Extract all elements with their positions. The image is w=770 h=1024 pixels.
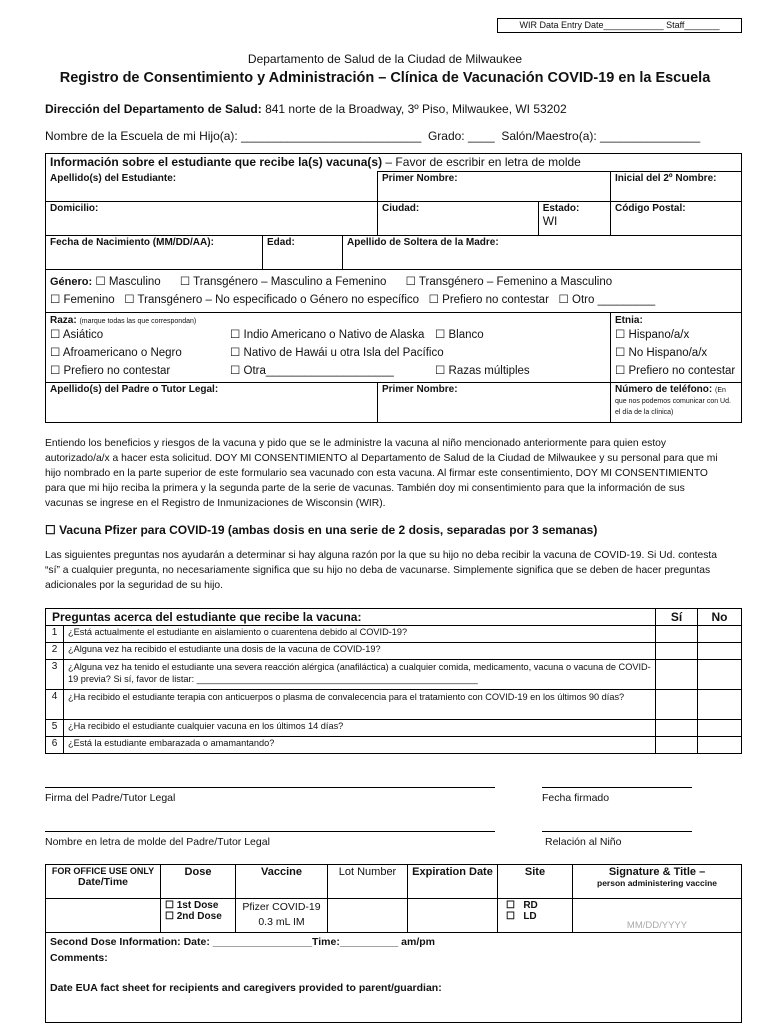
questions-title: Preguntas acerca del estudiante que recibe la vacuna: bbox=[46, 609, 656, 626]
gender-option[interactable]: ☐ Transgénero – No especificado o Género no específico bbox=[124, 294, 420, 306]
question-text: ¿Ha recibido el estudiante terapia con anticuerpos o plasma de convalecencia para el tratamiento con COVID-19 en los últimos 90 días? bbox=[64, 690, 656, 720]
yes-cell[interactable] bbox=[656, 626, 698, 643]
consent-paragraph: Entiendo los beneficios y riesgos de la vacuna y pido que se le administre la vacuna al niño mencionado anteriormente para quien estoy autorizado/a/x a hacer esta solicitud. DOY MI CONSENTIMIENTO al Departamento de Salud de la Ciudad de Milwaukee y su personal para que mi hijo nombrado en la parte superior de este formulario sea vacunado con esta vacuna. Al firmar este consentimiento, DOY MI CONSENTIMIENTO para que mi hijo reciba la primera y la segunda parte de la serie de vacunas. También doy mi consentimiento para que la información de sus vacunas se ingrese en el Registro de Inmunizaciones de Wisconsin (WIR). bbox=[45, 438, 718, 509]
race-col-3 bbox=[435, 326, 550, 380]
yes-cell[interactable] bbox=[656, 660, 698, 690]
gender-option[interactable]: ☐ Masculino bbox=[95, 276, 161, 288]
department-address bbox=[45, 102, 567, 116]
question-text: ¿Está la estudiante embarazada o amamantando? bbox=[64, 737, 656, 754]
question-number: 3 bbox=[46, 660, 64, 690]
race-col-2 bbox=[230, 326, 444, 380]
office-use-table bbox=[45, 864, 742, 1023]
student-age-field[interactable]: Edad: bbox=[263, 236, 343, 270]
relation-line[interactable] bbox=[542, 831, 692, 832]
no-cell[interactable] bbox=[698, 643, 742, 660]
gender-row-1 bbox=[50, 273, 737, 291]
questions-intro: Las siguientes preguntas nos ayudarán a determinar si hay alguna razón por la que su hijo no deba recibir la vacuna de COVID-19. Si Ud. contesta “sí” a cualquier pregunta, no necesariamente significa que su hijo no deba de vacunarse. Simplemente significa que se deben de hacer preguntas adicionales por la seguridad de su hijo. bbox=[45, 550, 717, 591]
race-section bbox=[46, 313, 611, 383]
phone-field[interactable] bbox=[611, 383, 742, 423]
comments-label[interactable]: Comments: bbox=[50, 952, 108, 964]
student-middle-initial-field[interactable]: Inicial del 2º Nombre: bbox=[611, 172, 742, 202]
parent-signature-label: Firma del Padre/Tutor Legal bbox=[45, 792, 176, 804]
gender-option[interactable]: ☐ Transgénero – Masculino a Femenino bbox=[179, 276, 387, 288]
race-option[interactable]: ☐ Indio Americano o Nativo de Alaska bbox=[230, 329, 425, 341]
question-text: ¿Está actualmente el estudiante en aislamiento o cuarentena debido al COVID-19? bbox=[64, 626, 656, 643]
date-time-label: Date/Time bbox=[78, 876, 128, 888]
date-signed-label: Fecha firmado bbox=[542, 792, 610, 804]
mother-maiden-name-field[interactable]: Apellido de Soltera de la Madre: bbox=[343, 236, 742, 270]
ethnicity-label: Etnia: bbox=[615, 315, 643, 326]
phone-note: (En que nos podemos comunicar con Ud. el día de la clínica) bbox=[615, 387, 731, 416]
vaccine-cell bbox=[236, 899, 328, 933]
site-header: Site bbox=[498, 865, 573, 899]
race-label: Raza: bbox=[50, 315, 77, 326]
student-section-header bbox=[46, 154, 742, 172]
dose-2-checkbox[interactable]: ☐ 2nd Dose bbox=[165, 911, 222, 922]
race-option[interactable]: ☐ Prefiero no contestar bbox=[50, 365, 171, 377]
question-row bbox=[46, 720, 742, 737]
office-use-label: FOR OFFICE USE ONLY bbox=[51, 866, 155, 876]
expiration-cell[interactable] bbox=[408, 899, 498, 933]
dose-header: Dose bbox=[161, 865, 236, 899]
student-section-title: Información sobre el estudiante que recibe la(s) vacuna(s) bbox=[50, 155, 383, 169]
student-dob-field[interactable]: Fecha de Nacimiento (MM/DD/AA): bbox=[46, 236, 263, 270]
signature-title-header bbox=[573, 865, 742, 899]
office-date-time-cell[interactable] bbox=[46, 899, 161, 933]
yes-cell[interactable] bbox=[656, 643, 698, 660]
office-notes-cell bbox=[46, 933, 742, 1023]
race-note: (marque todas las que correspondan) bbox=[79, 318, 197, 325]
ethnicity-option[interactable]: ☐ No Hispano/a/x bbox=[615, 347, 708, 359]
student-last-name-field[interactable]: Apellido(s) del Estudiante: bbox=[46, 172, 378, 202]
student-section-note: – Favor de escribir en letra de molde bbox=[382, 155, 581, 169]
date-signed-line[interactable] bbox=[542, 787, 692, 788]
question-row bbox=[46, 626, 742, 643]
vaccine-dose: 0.3 mL IM bbox=[258, 916, 305, 928]
parent-last-name-field[interactable]: Apellido(s) del Padre o Tutor Legal: bbox=[46, 383, 378, 423]
no-cell[interactable] bbox=[698, 626, 742, 643]
relation-label: Relación al Niño bbox=[545, 836, 622, 848]
address-value: 841 norte de la Broadway, 3º Piso, Milwaukee, WI 53202 bbox=[265, 102, 567, 116]
state-value: WI bbox=[542, 214, 558, 228]
yes-header: Sí bbox=[656, 609, 698, 626]
eua-fact-sheet-line[interactable]: Date EUA fact sheet for recipients and caregivers provided to parent/guardian: bbox=[50, 982, 442, 994]
lot-header: Lot Number bbox=[328, 865, 408, 899]
question-row bbox=[46, 690, 742, 720]
parent-name-line[interactable] bbox=[45, 831, 495, 832]
race-option[interactable]: ☐ Asiático bbox=[50, 329, 104, 341]
parent-signature-line[interactable] bbox=[45, 787, 495, 788]
gender-option[interactable]: ☐ Prefiero no contestar bbox=[428, 294, 549, 306]
second-dose-info[interactable]: Second Dose Information: Date: _________________Time:__________ am/pm bbox=[50, 936, 436, 948]
dose-1-checkbox[interactable]: ☐ 1st Dose bbox=[165, 900, 219, 911]
question-number: 6 bbox=[46, 737, 64, 754]
pfizer-option-label: Vacuna Pfizer para COVID-19 (ambas dosis en una serie de 2 dosis, separadas por 3 semanas) bbox=[59, 523, 598, 537]
student-zip-field[interactable]: Código Postal: bbox=[611, 202, 742, 236]
phone-label: Número de teléfono: bbox=[615, 384, 713, 395]
gender-label: Género: bbox=[50, 276, 93, 288]
race-option[interactable]: ☐ Otra____________________ bbox=[230, 365, 394, 377]
dose-cell bbox=[161, 899, 236, 933]
department-name: Departamento de Salud de la Ciudad de Milwaukee bbox=[247, 52, 523, 66]
parent-first-name-field[interactable]: Primer Nombre: bbox=[378, 383, 611, 423]
question-number: 5 bbox=[46, 720, 64, 737]
site-rd-checkbox[interactable]: ☐ RD bbox=[506, 900, 538, 911]
form-title: Registro de Consentimiento y Administración – Clínica de Vacunación COVID-19 en la Escuela bbox=[59, 70, 711, 86]
question-row bbox=[46, 660, 742, 690]
ethnicity-option[interactable]: ☐ Hispano/a/x bbox=[615, 329, 690, 341]
race-col-1 bbox=[50, 326, 230, 380]
questions-table bbox=[45, 608, 742, 754]
no-cell[interactable] bbox=[698, 720, 742, 737]
lot-cell[interactable] bbox=[328, 899, 408, 933]
race-option[interactable]: ☐ Razas múltiples bbox=[435, 365, 530, 377]
question-text: ¿Alguna vez ha recibido el estudiante una dosis de la vacuna de COVID-19? bbox=[64, 643, 656, 660]
race-option[interactable]: ☐ Afroamericano o Negro bbox=[50, 347, 182, 359]
signature-title-label: Signature & Title – bbox=[608, 866, 706, 878]
gender-section bbox=[46, 270, 742, 313]
student-state-field[interactable] bbox=[538, 202, 610, 236]
student-first-name-field[interactable]: Primer Nombre: bbox=[378, 172, 611, 202]
site-ld-checkbox[interactable]: ☐ LD bbox=[506, 911, 537, 922]
expiration-header: Expiration Date bbox=[408, 865, 498, 899]
ethnicity-section bbox=[611, 313, 742, 383]
gender-option[interactable]: ☐ Otro _________ bbox=[558, 294, 656, 306]
student-city-field[interactable]: Ciudad: bbox=[378, 202, 539, 236]
student-info-table bbox=[45, 153, 742, 423]
question-text: ¿Ha recibido el estudiante cualquier vacuna en los últimos 14 días? bbox=[64, 720, 656, 737]
gender-option[interactable]: ☐ Transgénero – Femenino a Masculino bbox=[405, 276, 613, 288]
site-cell bbox=[498, 899, 573, 933]
state-label: Estado: bbox=[542, 203, 580, 214]
no-cell[interactable] bbox=[698, 660, 742, 690]
school-line[interactable]: Nombre de la Escuela de mi Hijo(a): ___________________________ Grado: ____ Salón/Maestro(a): _______________ bbox=[45, 129, 701, 143]
ethnicity-option[interactable]: ☐ Prefiero no contestar bbox=[615, 365, 736, 377]
wir-data-entry-box: WIR Data Entry Date____________ Staff_______ bbox=[497, 18, 742, 33]
question-number: 1 bbox=[46, 626, 64, 643]
address-label: Dirección del Departamento de Salud: bbox=[45, 102, 262, 116]
yes-cell[interactable] bbox=[656, 690, 698, 720]
office-date-time-header bbox=[46, 865, 161, 899]
no-header: No bbox=[698, 609, 742, 626]
yes-cell[interactable] bbox=[656, 737, 698, 754]
question-row bbox=[46, 643, 742, 660]
question-row bbox=[46, 737, 742, 754]
parent-name-label: Nombre en letra de molde del Padre/Tutor Legal bbox=[45, 836, 270, 848]
no-cell[interactable] bbox=[698, 737, 742, 754]
pfizer-option[interactable]: ☐ Vacuna Pfizer para COVID-19 (ambas dosis en una serie de 2 dosis, separadas por 3 semanas) bbox=[45, 523, 598, 537]
signature-date-placeholder[interactable]: MM/DD/YYYY bbox=[573, 899, 742, 933]
race-option[interactable]: ☐ Blanco bbox=[435, 329, 484, 341]
question-text: ¿Alguna vez ha tenido el estudiante una severa reacción alérgica (anafiláctica) a cualquier comida, medicamento, vacuna o vacuna de COVID-19 previa? Si sí, favor de listar: _______________________________________________________ bbox=[64, 660, 656, 690]
race-option[interactable]: ☐ Nativo de Hawái u otra Isla del Pacífico bbox=[230, 347, 444, 359]
vaccine-header: Vaccine bbox=[236, 865, 328, 899]
question-number: 4 bbox=[46, 690, 64, 720]
question-number: 2 bbox=[46, 643, 64, 660]
signature-sub-label: person administering vaccine bbox=[597, 878, 717, 888]
student-address-field[interactable]: Domicilio: bbox=[46, 202, 378, 236]
vaccine-name: Pfizer COVID-19 bbox=[242, 901, 321, 913]
gender-row-2 bbox=[50, 291, 737, 309]
gender-option[interactable]: ☐ Femenino bbox=[50, 294, 115, 306]
no-cell[interactable] bbox=[698, 690, 742, 720]
yes-cell[interactable] bbox=[656, 720, 698, 737]
